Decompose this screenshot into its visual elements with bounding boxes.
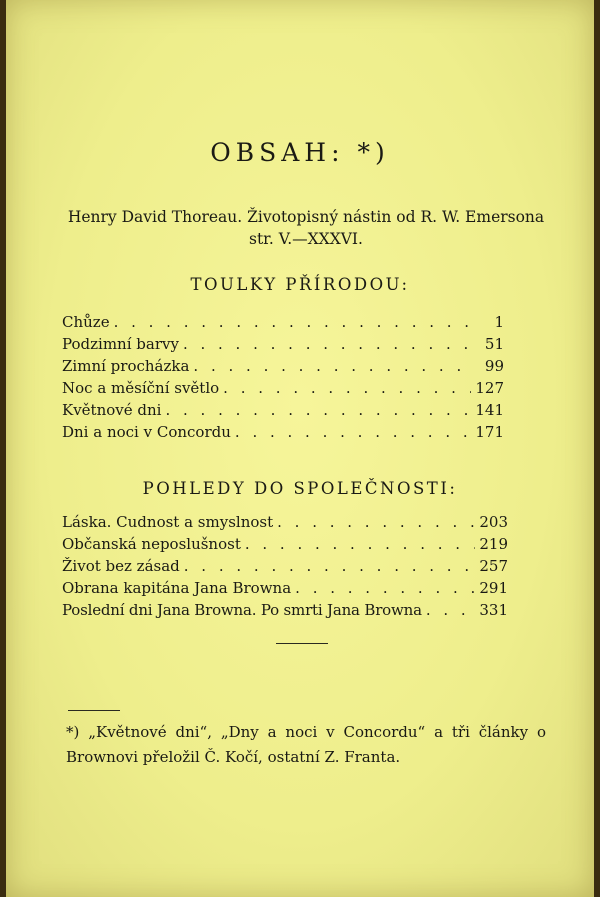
dot-leader [193, 355, 472, 377]
footnote-rule [68, 710, 120, 711]
dot-leader [223, 377, 471, 399]
toc-entry-title: Dni a noci v Concordu [62, 423, 231, 441]
toc-entry [62, 421, 504, 443]
section-divider [276, 643, 328, 644]
dot-leader [235, 421, 471, 443]
toc-entry [62, 511, 508, 533]
toc-entry [62, 355, 504, 377]
toc-entry-title: Láska. Cudnost a smyslnost [62, 513, 274, 531]
toc-entry-title: Podzimní barvy [62, 335, 179, 353]
toc-entry [62, 311, 504, 333]
section-heading-pohledy: POHLEDY DO SPOLEČNOSTI: [142, 479, 458, 498]
toc-entry [62, 577, 508, 599]
toc-entry-page: 51 [484, 335, 504, 353]
toc-entry-title: Život bez zásad [62, 557, 180, 575]
toc-list-toulky [62, 311, 504, 443]
book-page [6, 0, 594, 897]
toc-entry-page: 99 [484, 357, 504, 375]
toc-entry-page: 127 [475, 379, 504, 397]
toc-entry-page: 171 [475, 423, 504, 441]
dot-leader [426, 599, 476, 621]
toc-entry-page: 219 [479, 535, 508, 553]
section-heading-toulky: TOULKY PŘÍRODOU: [190, 275, 410, 294]
toc-entry-title: Poslední dni Jana Browna. Po smrti Jana Browna [62, 601, 422, 619]
toc-list-pohledy [62, 511, 508, 621]
toc-entry-page: 291 [479, 579, 508, 597]
toc-entry-title: Chůze [62, 313, 110, 331]
toc-entry [62, 555, 508, 577]
dot-leader [114, 311, 472, 333]
footnote: *) „Květnové dni“, „Dny a noci v Concordu“ a tři články o Brownovi přeložil Č. Kočí, ostatní Z. Franta. [66, 723, 546, 766]
toc-entry-title: Noc a měsíční světlo [62, 379, 220, 397]
toc-entry [62, 599, 508, 621]
toc-entry [62, 377, 504, 399]
dot-leader [184, 555, 476, 577]
toc-entry-page: 1 [494, 313, 504, 331]
toc-entry-title: Zimní procházka [62, 357, 190, 375]
intro-entry [66, 206, 546, 250]
intro-line-2: str. V.—XXXVI. [248, 230, 363, 248]
toc-entry [62, 399, 504, 421]
toc-entry-page: 257 [479, 557, 508, 575]
toc-entry-title: Občanská neposlušnost [62, 535, 241, 553]
dot-leader [165, 399, 471, 421]
intro-line-1: Henry David Thoreau. Životopisný nástin od R. W. Emersona [67, 208, 545, 226]
toc-entry [62, 533, 508, 555]
toc-entry-page: 203 [479, 513, 508, 531]
page-title: OBSAH: *) [210, 138, 390, 167]
toc-entry-page: 331 [479, 601, 508, 619]
dot-leader [295, 577, 475, 599]
dot-leader [245, 533, 476, 555]
toc-entry-page: 141 [475, 401, 504, 419]
toc-entry [62, 333, 504, 355]
toc-entry-title: Obrana kapitána Jana Browna [62, 579, 292, 597]
dot-leader [277, 511, 475, 533]
toc-entry-title: Květnové dni [62, 401, 162, 419]
dot-leader [183, 333, 472, 355]
